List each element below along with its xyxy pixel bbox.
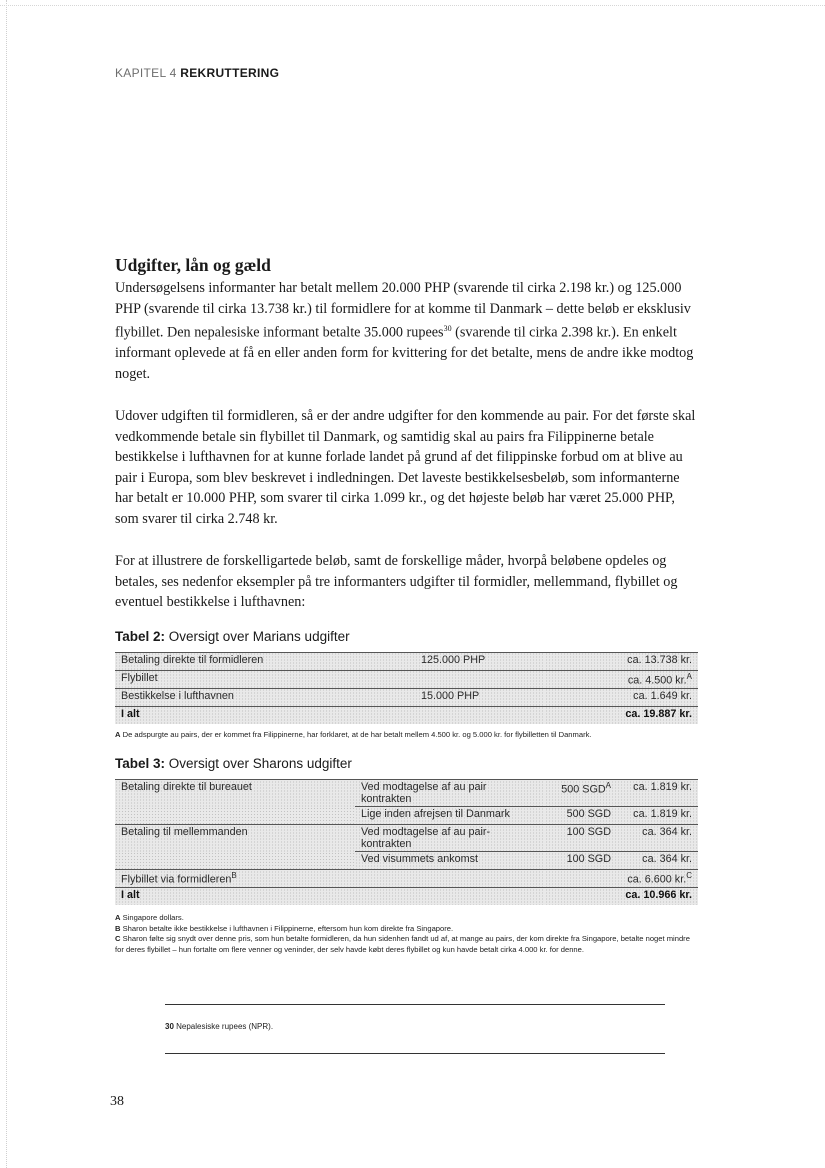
table-cell-when: Ved modtagelse af au pair kontrakten [355,780,545,807]
table-row [115,870,698,888]
table-cell-dkk [545,670,698,688]
table-3-note-letter: A [115,913,121,923]
table-cell-dkk [617,870,698,888]
table-cell-label: Flybillet [115,670,415,688]
table-cell-label: Betaling til mellemmanden [115,825,355,852]
table-cell-label: Betaling direkte til bureauet [115,780,355,807]
scan-edge-left [6,0,7,1168]
table-3-caption [115,756,700,771]
table-cell-when: Ved visummets ankomst [355,852,545,870]
paragraph-1-text-b: (svarende til cirka 2.398 kr.). En enkelt informant oplevede at få en eller anden form for kvittering for det betalte, mens de andre ikke modtog noget. [115,324,694,382]
table-3-caption-text: Oversigt over Sharons udgifter [165,756,352,772]
footnote-30 [165,1022,665,1031]
table-row [115,670,698,688]
table-3-caption-label: Tabel 3: [115,756,166,772]
table-cell-label-value: Flybillet via formidleren [121,873,232,886]
main-content [115,255,700,955]
running-head [115,66,279,80]
table-row [115,688,698,706]
table-3 [115,779,698,905]
table-cell-dkk: ca. 19.887 kr. [545,706,698,724]
table-cell-amount: 100 SGD [545,852,617,870]
chapter-title: REKRUTTERING [180,66,280,80]
table-3-note-a [115,913,695,924]
table-cell-amount: 15.000 PHP [415,688,545,706]
table-cell-amount [415,670,545,688]
table-3-note-letter: C [115,934,121,944]
table-cell-dkk-value: ca. 4.500 kr. [627,674,687,687]
table-2-note-text: De adspurgte au pairs, der er kommet fra Filippinerne, har forklaret, at de har betalt mellem 4.500 kr. og 5.000 kr. for flybilletten til Danmark. [120,729,592,739]
table-cell-dkk: ca. 1.649 kr. [545,688,698,706]
table-cell-dkk: ca. 10.966 kr. [617,888,698,906]
paragraph-3: For at illustrere de forskelligartede beløb, samt de forskellige måder, hvorpå beløbene opdeles og betales, ses nedenfor eksempler på tre informanters udgifter til formidler, mellemmand, flybillet og eventuel bestikkelse i lufthavnen: [115,553,678,611]
table-row [115,852,698,870]
table-cell-label: Bestikkelse i lufthavnen [115,688,415,706]
table-2-caption [115,629,700,644]
footnote-block [165,1004,665,1054]
table-row [115,652,698,670]
chapter-label: KAPITEL 4 [115,66,177,80]
paragraph-1-text-a: Undersøgelsens informanter har betalt mellem 20.000 PHP (svarende til cirka 2.198 kr.) og 125.000 PHP (svarende til cirka 13.738 kr.) til formidlere for at komme til Danmark – dette beløb er eksklusiv flybillet. Den nepalesiske informant betalte 35.000 rupees [115,280,691,341]
table-cell-dkk: ca. 13.738 kr. [545,652,698,670]
table-cell-amount: 100 SGD [545,825,617,852]
table-row-total [115,706,698,724]
footnote-ref-30: 30 [443,324,452,333]
table-cell-amount [545,870,617,888]
table-cell-dkk-value: ca. 6.600 kr. [627,873,687,886]
table-2-caption-label: Tabel 2: [115,628,166,644]
table-2 [115,652,698,724]
table-cell-amount: 125.000 PHP [415,652,545,670]
table-2-note [115,730,700,741]
footnote-rule-bottom [165,1053,665,1054]
table-cell-label [115,852,355,870]
table-2-note-letter: A [115,729,121,739]
footnote-rule-top [165,1004,665,1005]
footnote-text: Nepalesiske rupees (NPR). [173,1022,274,1031]
table-row-total [115,888,698,906]
table-cell-label [115,807,355,825]
table-row [115,825,698,852]
table-3-note-text: Singapore dollars. [120,913,184,923]
table-3-note-text: Sharon følte sig snydt over denne pris, som hun betalte formidleren, da hun sidenhen fandt ud af, at mange au pairs, der kom direkte fra Singapore, betalte noget mindre for deres flybillet – hun fortalte om flere venner og veninder, der selv havde købt deres flybillet og kun havde betalt cirka 4.000 kr. for denne. [115,934,690,954]
table-cell-amount [545,780,617,807]
table-note-ref-b: B [231,871,237,881]
table-3-note-c [115,934,695,955]
table-3-note-b [115,924,695,935]
table-3-note-letter: B [115,923,121,933]
table-2-caption-text: Oversigt over Marians udgifter [165,628,350,644]
section-heading: Udgifter, lån og gæld [115,255,271,275]
table-cell-amount-value: 500 SGD [561,783,606,796]
table-note-ref-c: C [686,871,692,881]
paragraph-2: Udover udgiften til formidleren, så er der andre udgifter for den kommende au pair. For det første skal vedkommende betale sin flybillet til Danmark, og samtidig skal au pairs fra Filippinerne betale bestikkelse i lufthavnen for at kunne forlade landet på grund af det filippinske forbud om at blive au pair i Europa, som blev beskrevet i indledningen. Det laveste bestikkelsesbeløb, som informanterne har betalt er 10.000 PHP, som svarer til cirka 1.099 kr., og det højeste beløb har været 25.000 PHP, som svarer til cirka 2.748 kr. [115,408,696,527]
table-cell-label: I alt [115,706,415,724]
table-cell-when [355,870,545,888]
table-cell-when [355,888,545,906]
table-cell-dkk: ca. 1.819 kr. [617,780,698,807]
page-number: 38 [110,1094,124,1109]
table-cell-label [115,870,355,888]
scan-edge-top [0,5,825,6]
table-row [115,780,698,807]
paragraph-1 [115,278,700,384]
table-cell-dkk: ca. 364 kr. [617,852,698,870]
table-cell-dkk: ca. 1.819 kr. [617,807,698,825]
table-cell-amount [545,888,617,906]
table-cell-label: Betaling direkte til formidleren [115,652,415,670]
table-cell-when: Lige inden afrejsen til Danmark [355,807,545,825]
table-cell-when: Ved modtagelse af au pair-kontrakten [355,825,545,852]
table-3-note-text: Sharon betalte ikke bestikkelse i lufthavnen i Filippinerne, eftersom hun kom direkte fra Singapore. [120,923,454,933]
table-cell-dkk: ca. 364 kr. [617,825,698,852]
footnote-number: 30 [165,1022,174,1031]
table-cell-label: I alt [115,888,355,906]
table-note-ref-a: A [686,671,692,681]
table-note-ref-a: A [605,781,611,791]
table-3-notes [115,913,695,955]
table-row [115,807,698,825]
table-cell-amount: 500 SGD [545,807,617,825]
table-cell-amount [415,706,545,724]
